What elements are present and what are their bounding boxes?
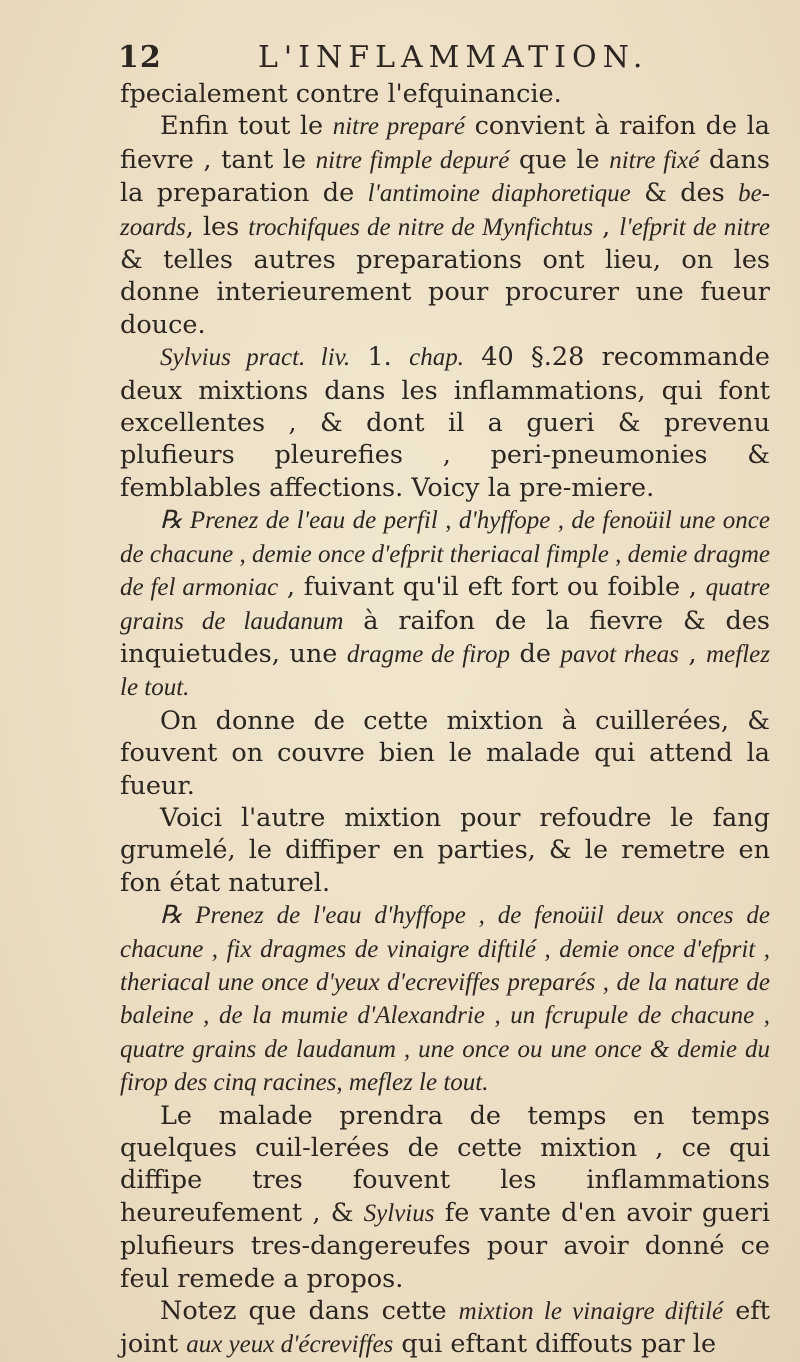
italic-span: ℞ Prenez de l'eau d'hyffope , de fenoüil deux onces de chacune , fix dragmes de vinaigre diftilé , demie once d'efprit , theriacal une once d'yeux d'ecreviffes preparés , de la nature de baleine , de la mumie d'Alexandrie , un fcrupule de chacune , quatre grains de laudanum , une once ou une once & demie du firop des cinq racines, meflez le tout. <box>120 902 770 1097</box>
text-span: & des <box>630 178 739 209</box>
running-title: L'INFLAMMATION. <box>258 40 649 75</box>
text-span: que le <box>509 144 610 175</box>
italic-span: be-zoards <box>120 180 770 241</box>
text-span: de <box>509 638 561 669</box>
italic-span: Sylvius <box>363 1199 435 1227</box>
text-span: à raifon de la fievre & des inquietudes, une <box>120 605 770 669</box>
text-span: Voici l'autre mixtion pour refoudre le fang grumelé, le diffiper en parties, & le remetre en fon état naturel. <box>120 802 770 898</box>
italic-span: ℞ Prenez de l'eau de perfil , d'hyffope , de fenoüil une once de chacune , demie once d'efprit theriacal fimple , demie dragme de fel armoniac <box>120 507 770 602</box>
paragraph <box>120 110 770 341</box>
body-text <box>120 78 770 1362</box>
italic-span: l'efprit de nitre <box>619 213 770 241</box>
text-span: qui eftant diffouts par le <box>393 1329 717 1360</box>
italic-span: chap. <box>409 344 464 372</box>
text-span: fe vante d'en avoir gueri plufieurs tres-dangereufes pour avoir donné ce feul remede a propos. <box>120 1197 770 1294</box>
text-span: , <box>593 211 620 242</box>
paragraph <box>120 1295 770 1362</box>
text-span: Enfin tout le <box>160 111 333 142</box>
paragraph <box>120 341 770 504</box>
text-span: 40 §.28 recommande deux mixtions dans les inflammations, qui font excellentes , & dont il a gueri & prevenu plufieurs pleurefies , peri-pneumonies & femblables affections. Voicy la pre-miere. <box>120 342 770 503</box>
text-span: fpecialement contre l'efquinancie. <box>120 79 562 109</box>
italic-span: mixtion le vinaigre diftilé <box>458 1298 724 1326</box>
text-span: On donne de cette mixtion à cuillerées, & fouvent on couvre bien le malade qui attend la fueur. <box>120 705 770 801</box>
text-span: dans la preparation de <box>120 144 770 209</box>
italic-span: nitre preparé <box>332 113 465 141</box>
text-span: 1. <box>350 342 410 373</box>
page-number: 12 <box>118 40 162 75</box>
italic-span: pavot rheas <box>560 640 679 668</box>
text-span: Le malade prendra de temps en temps quelques cuil-lerées de cette mixtion , ce qui diffipe tres fouvent les inflammations heureufement , & <box>120 1100 770 1228</box>
paragraph <box>120 802 770 899</box>
text-span: Notez que dans cette <box>160 1296 459 1327</box>
italic-span: nitre fimple depuré <box>315 146 510 174</box>
text-span: , les <box>185 211 249 242</box>
italic-span: l'antimoine diaphoretique <box>367 180 631 208</box>
italic-span: trochifques de nitre de Mynfichtus <box>248 213 594 241</box>
italic-span: nitre fixé <box>609 146 700 174</box>
paragraph <box>120 899 770 1099</box>
text-span: & telles autres preparations ont lieu, on les donne interieurement pour procurer une fueur douce. <box>120 245 770 340</box>
text-span: convient à raifon de la fievre , tant le <box>120 111 770 175</box>
italic-span: dragme de firop <box>346 640 510 668</box>
text-span: eft joint <box>120 1296 770 1360</box>
italic-span: meflez le tout. <box>120 640 770 702</box>
text-span: , <box>678 638 707 669</box>
italic-span: Sylvius pract. liv. <box>160 344 351 372</box>
italic-span: quatre grains de laudanum <box>120 574 770 635</box>
page-header <box>118 38 758 82</box>
paragraph <box>120 1100 770 1295</box>
paragraph <box>120 78 770 110</box>
italic-span: aux yeux d'écreviffes <box>186 1331 394 1359</box>
paragraph <box>120 504 770 704</box>
text-span: , fuivant qu'il eft fort ou foible , <box>278 572 706 603</box>
paragraph <box>120 705 770 802</box>
